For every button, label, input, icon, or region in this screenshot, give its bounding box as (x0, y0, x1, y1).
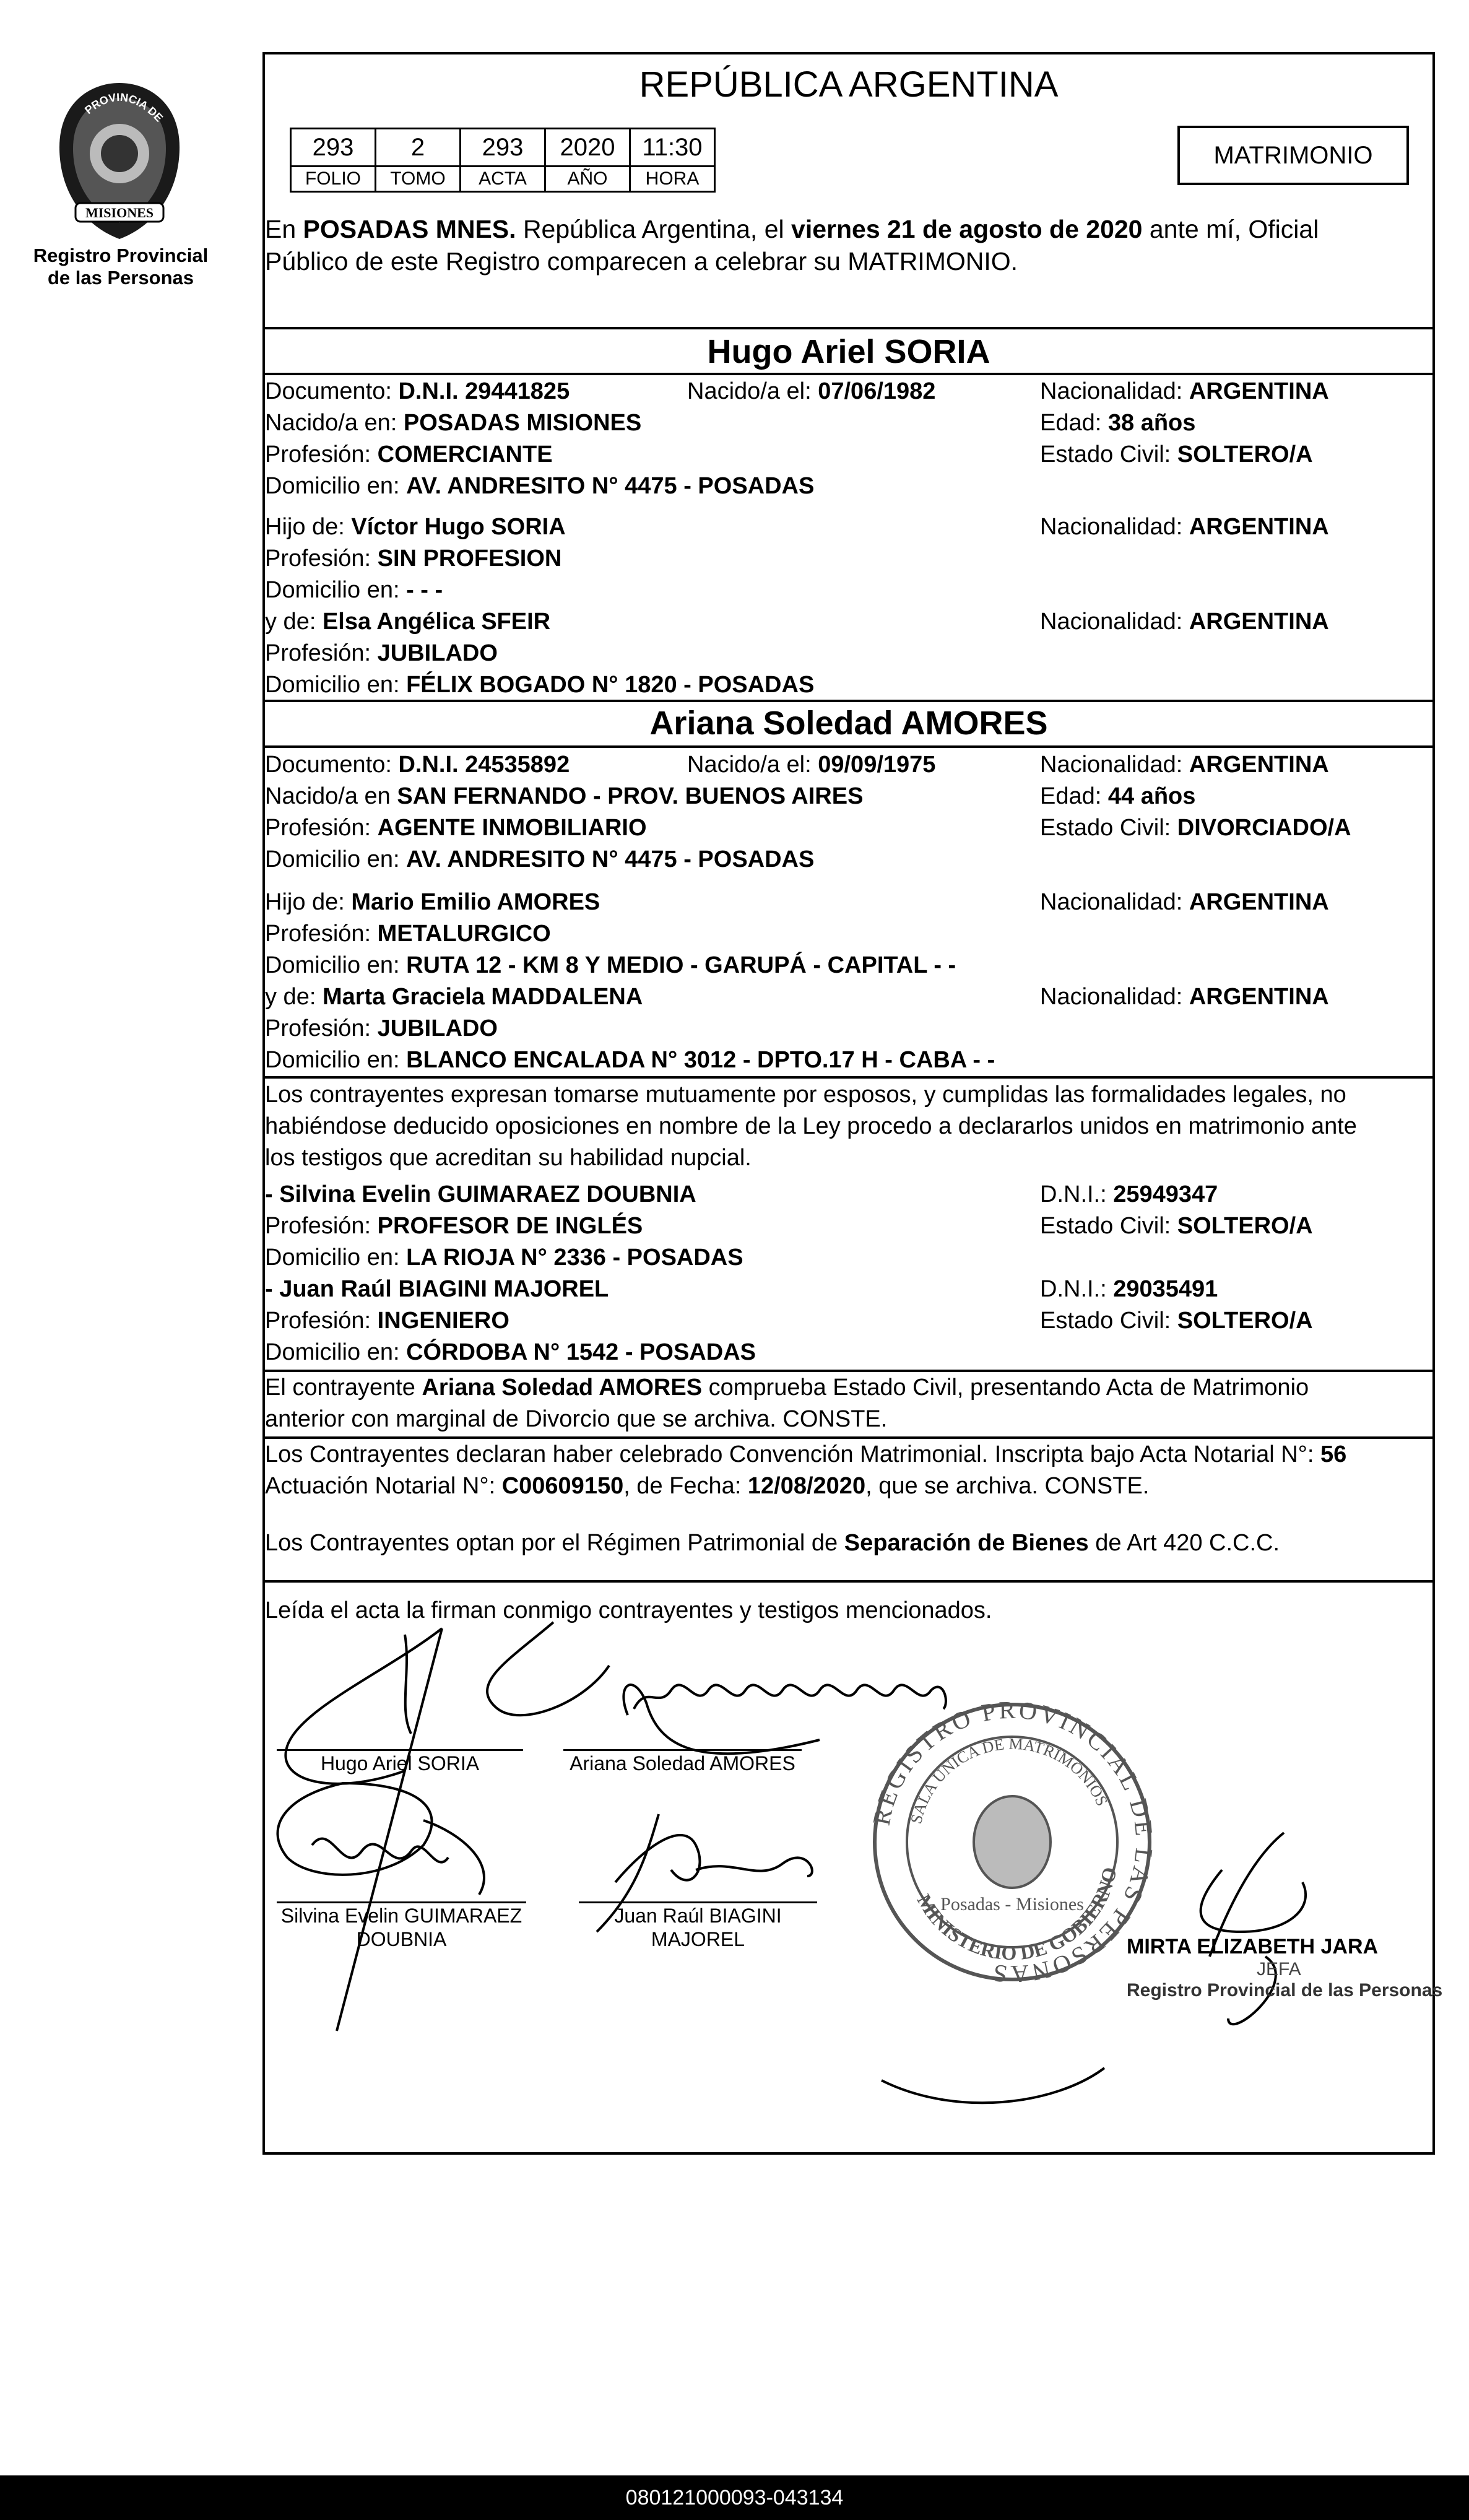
bride-mother-nat: Nacionalidad: ARGENTINA (1040, 984, 1329, 1010)
svg-text:Posadas - Misiones: Posadas - Misiones (940, 1894, 1084, 1914)
bride-born: Nacido/a el: 09/09/1975 (687, 752, 936, 778)
bride-father-nat: Nacionalidad: ARGENTINA (1040, 889, 1329, 915)
witness2-signature-label: Juan Raúl BIAGINI MAJOREL (614, 1905, 782, 1950)
convention-note: Los Contrayentes declaran haber celebrado Convención Matrimonial. Inscripta bajo Acta Notarial N°: 56 Actuación Notarial N°: C00609150, de Fecha: 12/08/2020, que se archiva. CONSTE. (265, 1441, 1347, 1499)
svg-text:MISIONES: MISIONES (85, 205, 154, 220)
registry-table (290, 128, 716, 193)
hora-label: HORA (630, 167, 715, 192)
logo-caption: Registro Provincial de las Personas (33, 245, 209, 289)
signatures-intro: Leída el acta la firman conmigo contrayentes y testigos mencionados. (265, 1597, 992, 1623)
groom-signature-label: Hugo Ariel SORIA (320, 1752, 480, 1775)
bride-details-left: Documento: D.N.I. 24535892 Nacido/a en SAN FERNANDO - PROV. BUENOS AIRES Profesión: AGENTE INMOBILIARIO Domicilio en: AV. ANDRESITO N° 4475 - POSADAS (265, 752, 864, 872)
bride-signature-label: Ariana Soledad AMORES (570, 1752, 795, 1775)
acta-label: ACTA (461, 167, 545, 192)
groom-father-nat: Nacionalidad: ARGENTINA (1040, 514, 1329, 540)
intro-text: En POSADAS MNES. República Argentina, el viernes 21 de agosto de 2020 ante mí, Oficial Público de este Registro comparecen a celebrar su MATRIMONIO. (265, 215, 1319, 276)
bride-name: Ariana Soledad AMORES (649, 705, 1048, 742)
bride-details-right: Nacionalidad: ARGENTINA Edad: 44 años Estado Civil: DIVORCIADO/A (1040, 752, 1351, 841)
official-title: JEFA (1257, 1959, 1301, 1979)
witness-1: - Silvina Evelin GUIMARAEZ DOUBNIA Profesión: PROFESOR DE INGLÉS Domicilio en: LA RIOJA N° 2336 - POSADAS (265, 1181, 743, 1271)
official-name: MIRTA ELIZABETH JARA (1127, 1935, 1379, 1958)
country-title: REPÚBLICA ARGENTINA (639, 64, 1059, 105)
folio-label: FOLIO (291, 167, 376, 192)
signature-scribbles (262, 1585, 1435, 2142)
witness-2-right: D.N.I.: 29035491 Estado Civil: SOLTERO/A (1040, 1276, 1313, 1334)
folio-value: 293 (291, 129, 376, 167)
svg-text:SALA UNICA DE MATRIMONIOS: SALA UNICA DE MATRIMONIOS (907, 1734, 1112, 1826)
acta-value: 293 (461, 129, 545, 167)
witness1-signature-label: Silvina Evelin GUIMARAEZ DOUBNIA (280, 1905, 522, 1950)
act-type-box: MATRIMONIO (1177, 126, 1409, 185)
regime-note: Los Contrayentes optan por el Régimen Patrimonial de Separación de Bienes de Art 420 C.C.C. (265, 1530, 1280, 1556)
bride-parents: Hijo de: Mario Emilio AMORES Profesión: METALURGICO Domicilio en: RUTA 12 - KM 8 Y MEDIO - GARUPÁ - CAPITAL - - y de: Marta Graciela MADDALENA Profesión: JUBILADO Domicilio en: BLANCO ENCALADA N° 3012 - DPTO.17 H - CABA - - (265, 889, 995, 1073)
groom-born: Nacido/a el: 07/06/1982 (687, 378, 936, 404)
ano-value: 2020 (545, 129, 630, 167)
tomo-label: TOMO (376, 167, 461, 192)
groom-details-right: Nacionalidad: ARGENTINA Edad: 38 años Estado Civil: SOLTERO/A (1040, 378, 1329, 467)
groom-details-left: Documento: D.N.I. 29441825 Nacido/a en: POSADAS MISIONES Profesión: COMERCIANTE Domicilio en: AV. ANDRESITO N° 4475 - POSADAS (265, 378, 815, 499)
groom-mother-nat: Nacionalidad: ARGENTINA (1040, 609, 1329, 635)
svg-text:PROVINCIA DE: PROVINCIA DE (82, 90, 166, 124)
witness-1-right: D.N.I.: 25949347 Estado Civil: SOLTERO/A (1040, 1181, 1313, 1239)
groom-name: Hugo Ariel SORIA (707, 333, 990, 370)
ano-label: AÑO (545, 167, 630, 192)
declaration-text: Los contrayentes expresan tomarse mutuamente por esposos, y cumplidas las formalidades legales, no habiéndose deducido oposiciones en nombre de la Ley procedo a declararlos unidos en matrimonio ante los testigos que acreditan su habilidad nupcial. (265, 1082, 1357, 1171)
divorce-note: El contrayente Ariana Soledad AMORES comprueba Estado Civil, presentando Acta de Matrimonio anterior con marginal de Divorcio que se archiva. CONSTE. (265, 1375, 1309, 1432)
svg-text:REGISTRO PROVINCIAL DE LAS PER: REGISTRO PROVINCIAL DE LAS PERSONAS (867, 1695, 1159, 1989)
document-code: 080121000093-043134 (0, 2475, 1469, 2520)
groom-parents: Hijo de: Víctor Hugo SORIA Profesión: SIN PROFESION Domicilio en: - - - y de: Elsa Angélica SFEIR Profesión: JUBILADO Domicilio en: FÉLIX BOGADO N° 1820 - POSADAS (265, 514, 815, 698)
hora-value: 11:30 (630, 129, 715, 167)
witness-2: - Juan Raúl BIAGINI MAJOREL Profesión: INGENIERO Domicilio en: CÓRDOBA N° 1542 - POSADAS (265, 1276, 756, 1365)
province-logo (51, 79, 188, 241)
tomo-value: 2 (376, 129, 461, 167)
svg-text:MINISTERIO DE GOBIERNO: MINISTERIO DE GOBIERNO (912, 1865, 1121, 1965)
official-org: Registro Provincial de las Personas (1127, 1980, 1443, 2001)
official-seal (864, 1693, 1161, 1991)
